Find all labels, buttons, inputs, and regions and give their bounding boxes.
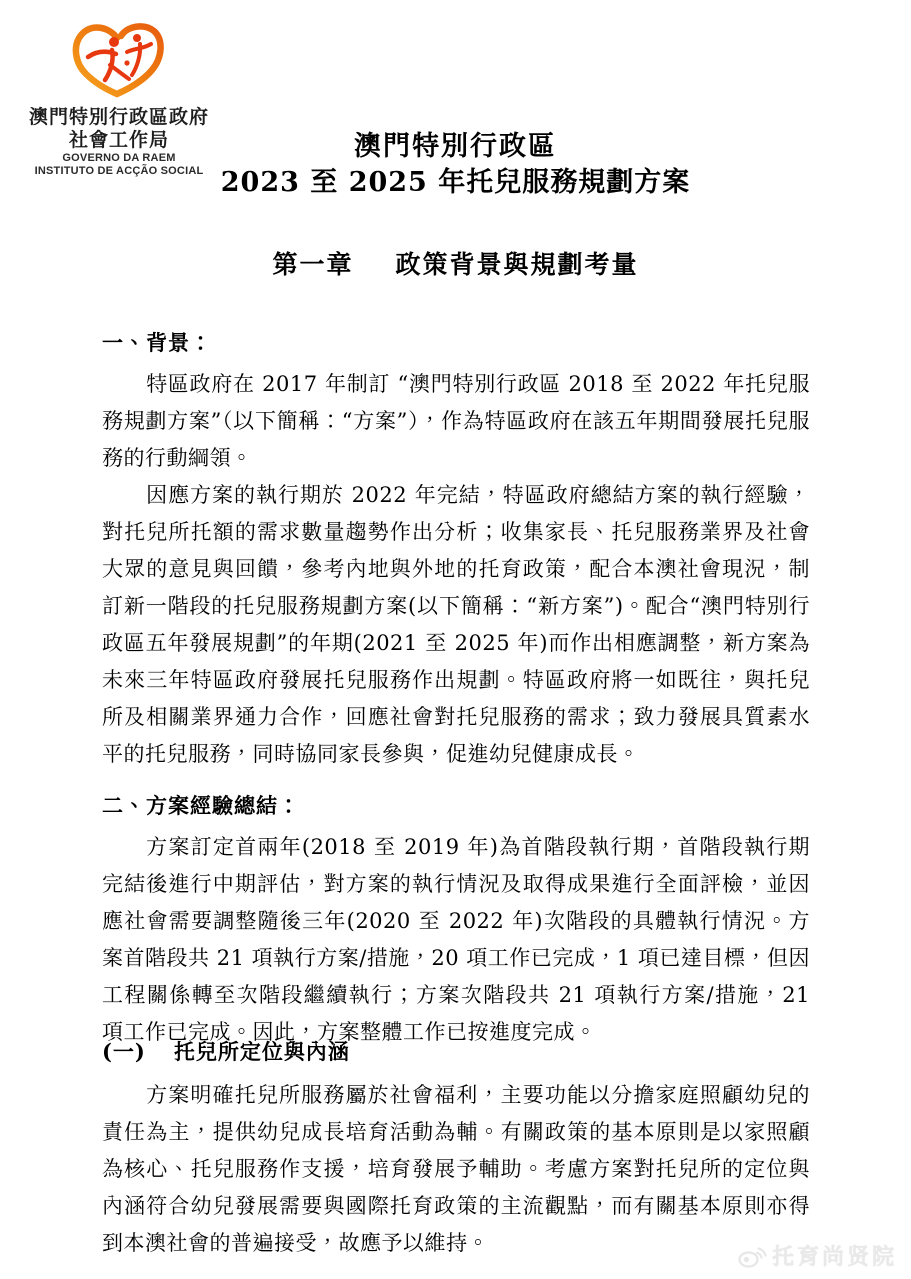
org-name-zh-line2: 社會工作局 <box>68 129 169 151</box>
document-title-line2: 2023 至 2025 年托兒服務規劃方案 <box>220 167 691 198</box>
section-heading-background: 一、背景： <box>102 330 212 355</box>
org-name-pt-line2: INSTITUTO DE ACÇÃO SOCIAL <box>34 165 204 177</box>
subsection-number: (一) <box>102 1039 146 1064</box>
section-heading-experience-summary: 二、方案經驗總結： <box>102 793 300 818</box>
subsection-positioning <box>102 1033 810 1262</box>
chapter-number: 第一章 <box>272 250 354 279</box>
org-name-pt-line1: GOVERNO DA RAEM <box>62 152 176 164</box>
section-experience-summary <box>102 787 810 1051</box>
document-title <box>0 130 911 202</box>
org-name-zh-line1: 澳門特別行政區政府 <box>28 106 209 128</box>
paragraph: 特區政府在 2017 年制訂 “澳門特別行政區 2018 至 2022 年托兒服務規劃方案”（以下簡稱：“方案”），作為特區政府在該五年期間發展托兒服務的行動綱領。 <box>102 372 810 470</box>
weibo-watermark <box>737 1240 897 1271</box>
paragraph: 方案訂定首兩年(2018 至 2019 年)為首階段執行期，首階段執行期完結後進行中期評估，對方案的執行情況及取得成果進行全面評檢，並因應社會需要調整隨後三年(2020 至 2022 年)次階段的具體執行情況。方案首階段共 21 項執行方案/措施，20 項工作已完成，1 項已達目標，但因工程關係轉至次階段繼續執行；方案次階段共 21 項執行方案/措施，21 項工作已完成。因此，方案整體工作已按進度完成。 <box>102 835 810 1044</box>
weibo-icon <box>737 1243 767 1269</box>
paragraph: 因應方案的執行期於 2022 年完結，特區政府總結方案的執行經驗，對托兒所托額的需求數量趨勢作出分析；收集家長、托兒服務業界及社會大眾的意見與回饋，參考內地與外地的托育政策，配合本澳社會現況，制訂新一階段的托兒服務規劃方案(以下簡稱：“新方案”)。配合“澳門特別行政區五年發展規劃”的年期(2021 至 2025 年)而作出相應調整，新方案為未來三年特區政府發展托兒服務作出規劃。特區政府將一如既往，與托兒所及相關業界通力合作，回應社會對托兒服務的需求；致力發展具質素水平的托兒服務，同時協同家長參與，促進幼兒健康成長。 <box>102 483 810 766</box>
document-title-line1: 澳門特別行政區 <box>354 131 557 162</box>
chapter-title: 政策背景與規劃考量 <box>395 250 639 279</box>
section-background <box>102 324 810 773</box>
paragraph: 方案明確托兒所服務屬於社會福利，主要功能以分擔家庭照顧幼兒的責任為主，提供幼兒成長培育活動為輔。有關政策的基本原則是以家照顧為核心、托兒服務作支援，培育發展予輔助。考慮方案對托兒所的定位與內涵符合幼兒發展需要與國際托育政策的主流觀點，而有關基本原則亦得到本澳社會的普遍接受，故應予以維持。 <box>102 1083 810 1255</box>
subsection-heading <box>102 1033 810 1071</box>
watermark-text: 托育尚贤院 <box>771 1245 897 1270</box>
chapter-heading <box>0 245 911 281</box>
heart-logo-icon <box>71 22 167 100</box>
subsection-title: 托兒所定位與內涵 <box>173 1039 350 1064</box>
